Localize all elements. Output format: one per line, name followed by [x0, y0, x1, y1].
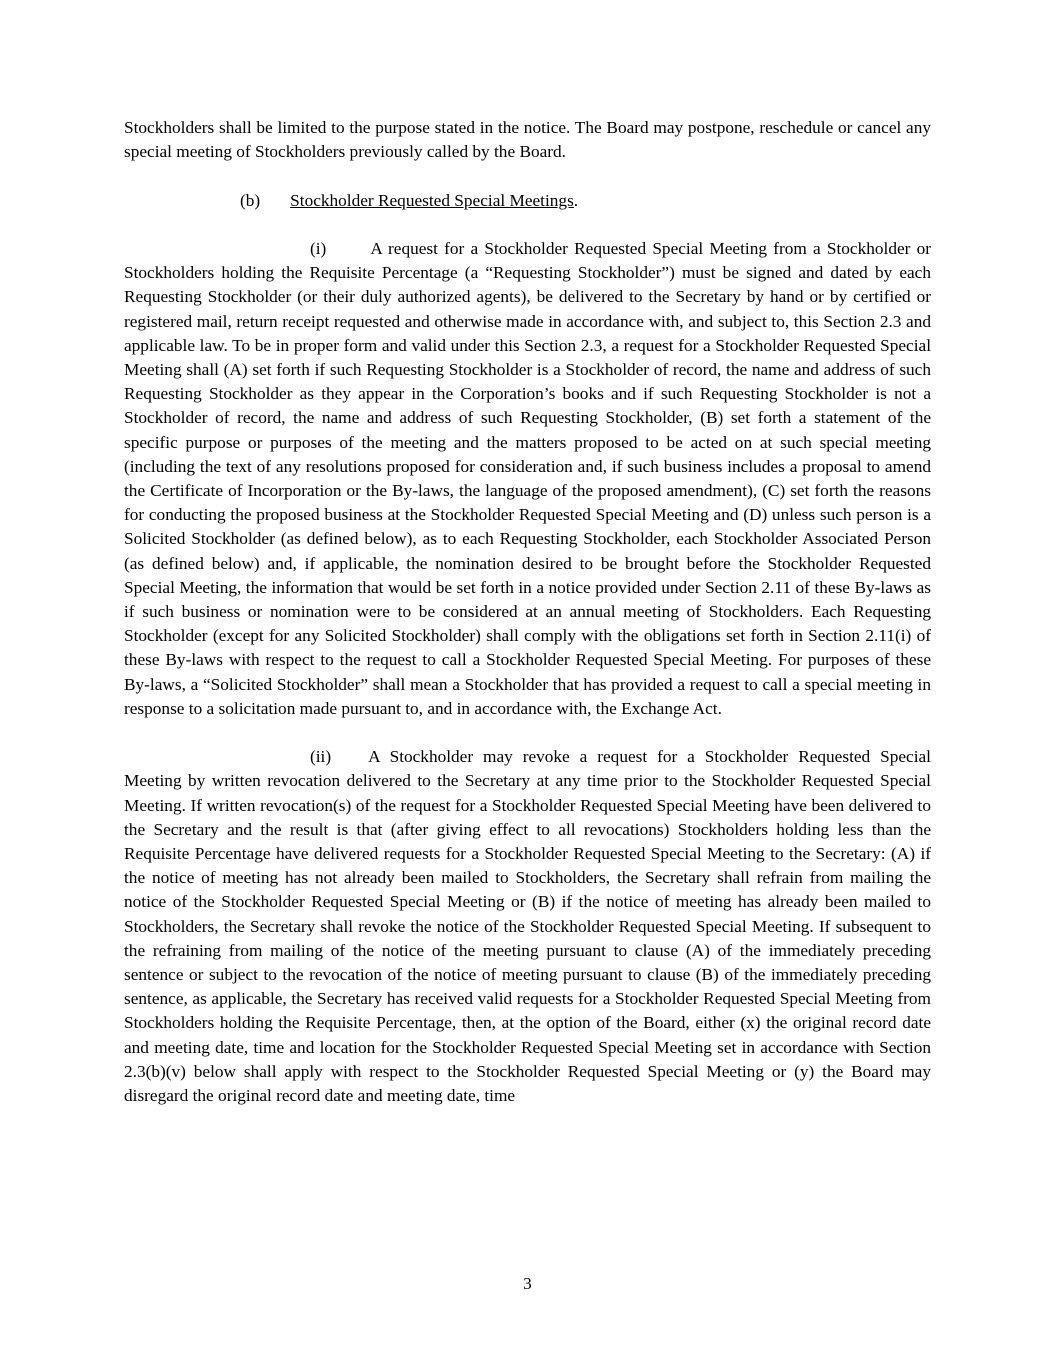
section-b-title: Stockholder Requested Special Meetings [290, 190, 574, 210]
section-b-marker: (b) [240, 190, 261, 210]
paragraph-i [124, 237, 931, 721]
paragraph-ii-marker: (ii) [310, 747, 332, 767]
paragraph-i-marker: (i) [310, 238, 327, 258]
paragraph-ii-text: A Stockholder may revoke a request for a Stockholder Requested Special Meeting by written revocation delivered to the Secretary at any time prior to the Stockholder Requested Special Meeting. If written revocation(s) of the request for a Stockholder Requested Special Meeting have been delivered to the Secretary and the result is that (after giving effect to all revocations) Stockholders holding less than the Requisite Percentage have delivered requests for a Stockholder Requested Special Meeting to the Secretary: (A) if the notice of meeting has not already been mailed to Stockholders, the Secretary shall refrain from mailing the notice of the Stockholder Requested Special Meeting or (B) if the notice of meeting has already been mailed to Stockholders, the Secretary shall revoke the notice of the Stockholder Requested Special Meeting. If subsequent to the refraining from mailing of the notice of the meeting pursuant to clause (A) of the immediately preceding sentence or subject to the revocation of the notice of meeting pursuant to clause (B) of the immediately preceding sentence, as applicable, the Secretary has received valid requests for a Stockholder Requested Special Meeting from Stockholders holding the Requisite Percentage, then, at the option of the Board, either (x) the original record date and meeting date, time and location for the Stockholder Requested Special Meeting set in accordance with Section 2.3(b)(v) below shall apply with respect to the Stockholder Requested Special Meeting or (y) the Board may disregard the original record date and meeting date, time [124, 747, 931, 1106]
paragraph-ii [124, 745, 931, 1108]
page-number: 3 [523, 1274, 532, 1293]
paragraph-i-text: A request for a Stockholder Requested Special Meeting from a Stockholder or Stockholders holding the Requisite Percentage (a “Requesting Stockholder”) must be signed and dated by each Requesting Stockholder (or their duly authorized agents), be delivered to the Secretary by hand or by certified or registered mail, return receipt requested and otherwise made in accordance with, and subject to, this Section 2.3 and applicable law. To be in proper form and valid under this Section 2.3, a request for a Stockholder Requested Special Meeting shall (A) set forth if such Requesting Stockholder is a Stockholder of record, the name and address of such Requesting Stockholder as they appear in the Corporation’s books and if such Requesting Stockholder is not a Stockholder of record, the name and address of such Requesting Stockholder, (B) set forth a statement of the specific purpose or purposes of the meeting and the matters proposed to be acted on at such special meeting (including the text of any resolutions proposed for consideration and, if such business includes a proposal to amend the Certificate of Incorporation or the By-laws, the language of the proposed amendment), (C) set forth the reasons for conducting the proposed business at the Stockholder Requested Special Meeting and (D) unless such person is a Solicited Stockholder (as defined below), as to each Requesting Stockholder, each Stockholder Associated Person (as defined below) and, if applicable, the nomination desired to be brought before the Stockholder Requested Special Meeting, the information that would be set forth in a notice provided under Section 2.11 of these By-laws as if such business or nomination were to be considered at an annual meeting of Stockholders. Each Requesting Stockholder (except for any Solicited Stockholder) shall comply with the obligations set forth in Section 2.11(i) of these By-laws with respect to the request to call a Stockholder Requested Special Meeting. For purposes of these By-laws, a “Solicited Stockholder” shall mean a Stockholder that has provided a request to call a special meeting in response to a solicitation made pursuant to, and in accordance with, the Exchange Act. [124, 238, 931, 718]
section-b-heading [124, 189, 931, 213]
paragraph-continuation: Stockholders shall be limited to the purpose stated in the notice. The Board may postpone, reschedule or cancel any special meeting of Stockholders previously called by the Board. [124, 118, 931, 162]
section-b-period: . [573, 190, 579, 210]
